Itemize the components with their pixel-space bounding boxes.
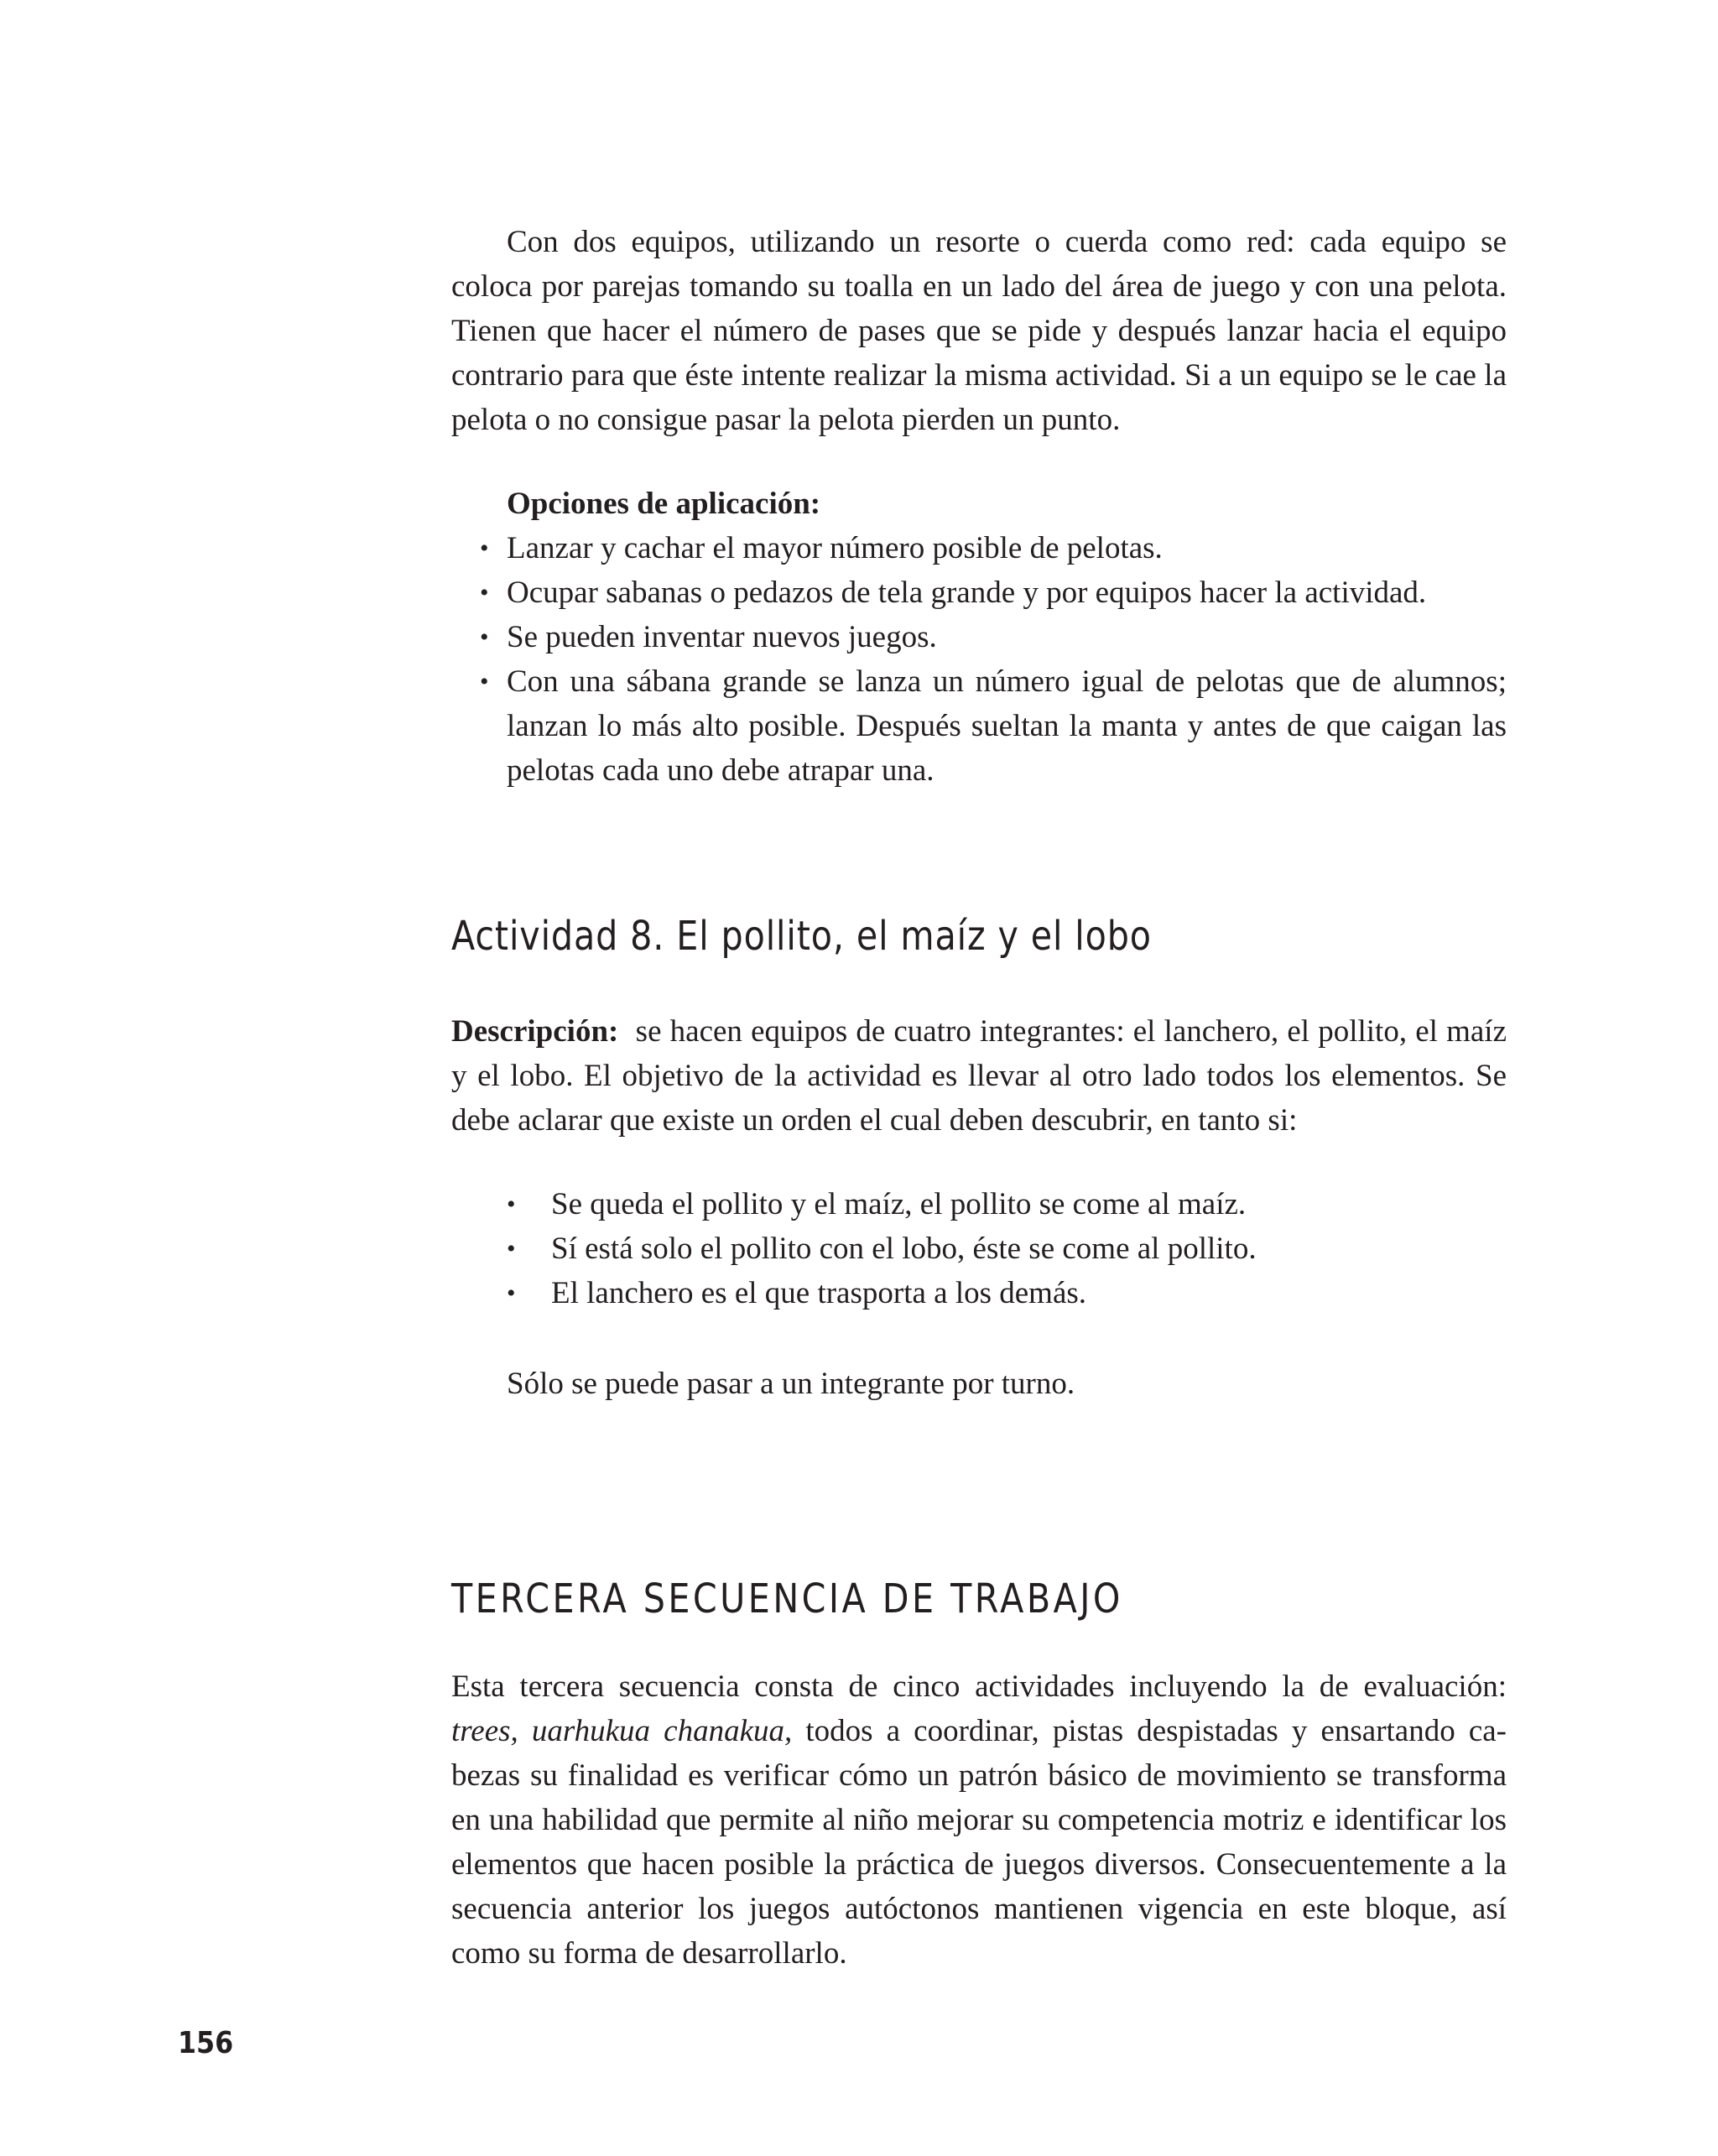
opciones-item: [451, 570, 1507, 615]
paragraph-equipos: Con dos equipos, utilizando un resorte o cuerda como red: cada equipo se coloca por parejas tomando su toalla en un lado del área de juego y con una pelota. Tienen que hacer el número de pases que se pide y después lanzar hacia el equipo contrario para que éste intente realizar la misma actividad. Si a un equipo se le cae la pelota o no consigue pasar la pelota pierden un punto.: [451, 225, 1507, 437]
page-number: 156: [178, 2026, 234, 2060]
opciones-item: [451, 526, 1507, 570]
bullet-icon: •: [507, 1190, 516, 1218]
opciones-section: [451, 482, 1507, 793]
opciones-item-text: Se pueden inventar nuevos juegos.: [507, 620, 937, 654]
rule-item: [451, 1226, 1507, 1271]
rule-item: [451, 1271, 1507, 1315]
actividad8-note: Sólo se puede pasar a un integrante por turno.: [507, 1367, 1075, 1401]
opciones-item-text: Con una sábana grande se lanza un número igual de pelotas que de alumnos; lanzan lo más alto posible. Después sueltan la manta y antes de que caigan las pelotas cada uno debe atrapar una.: [507, 664, 1507, 788]
actividad8-rules: [451, 1182, 1507, 1315]
tercera-text-before: Esta tercera secuencia consta de cinco actividades incluyendo la de evaluación:: [451, 1669, 1507, 1704]
opciones-heading: Opciones de aplicación:: [507, 487, 821, 521]
bullet-icon: •: [480, 534, 489, 562]
bullet-icon: •: [480, 623, 489, 651]
rule-text: El lanchero es el que trasporta a los demás.: [551, 1276, 1087, 1310]
rule-text: Sí está solo el pollito con el lobo, éste se come al pollito.: [551, 1232, 1257, 1266]
rule-item: [451, 1182, 1507, 1226]
opciones-list: [451, 526, 1507, 793]
actividad8-description: [451, 1009, 1507, 1143]
bullet-icon: •: [507, 1279, 516, 1307]
tercera-title: TERCERA SECUENCIA DE TRABAJO: [451, 1575, 1123, 1622]
description-label: Descripción:: [451, 1014, 619, 1049]
description-text: se hacen equipos de cuatro integrantes: el lanchero, el pollito, el maíz y el lobo. El objetivo de la actividad es llevar al otro lado todos los elementos. Se debe aclarar que existe un orden el cual deben descubrir, en tanto si:: [451, 1014, 1507, 1138]
bullet-icon: •: [480, 579, 489, 607]
opciones-item: [451, 659, 1507, 793]
bullet-icon: •: [480, 668, 489, 695]
rule-text: Se queda el pollito y el maíz, el pollito se come al maíz.: [551, 1187, 1247, 1221]
tercera-paragraph: [451, 1664, 1507, 1976]
rules-list: [451, 1182, 1507, 1315]
tercera-text-italic: trees, uarhukua chanakua,: [451, 1714, 793, 1748]
actividad8-title: Actividad 8. El pollito, el maíz y el lobo: [451, 913, 1152, 960]
bullet-icon: •: [507, 1235, 516, 1263]
opciones-item-text: Lanzar y cachar el mayor número posible de pelotas.: [507, 531, 1163, 565]
opciones-item: [451, 615, 1507, 659]
tercera-text-after: todos a coordinar, pistas despistadas y ensartando cabezas su finalidad es verificar cómo un patrón básico de movimiento se transforma en una habilidad que permite al niño mejorar su competencia motriz e identificar los elementos que hacen posible la práctica de juegos diversos. Consecuentemente a la secuencia anterior los juegos autóctonos mantienen vigencia en este bloque, así como su forma de desarrollarlo.: [451, 1714, 1507, 1971]
opciones-item-text: Ocupar sabanas o pedazos de tela grande y por equipos hacer la actividad.: [507, 575, 1427, 610]
